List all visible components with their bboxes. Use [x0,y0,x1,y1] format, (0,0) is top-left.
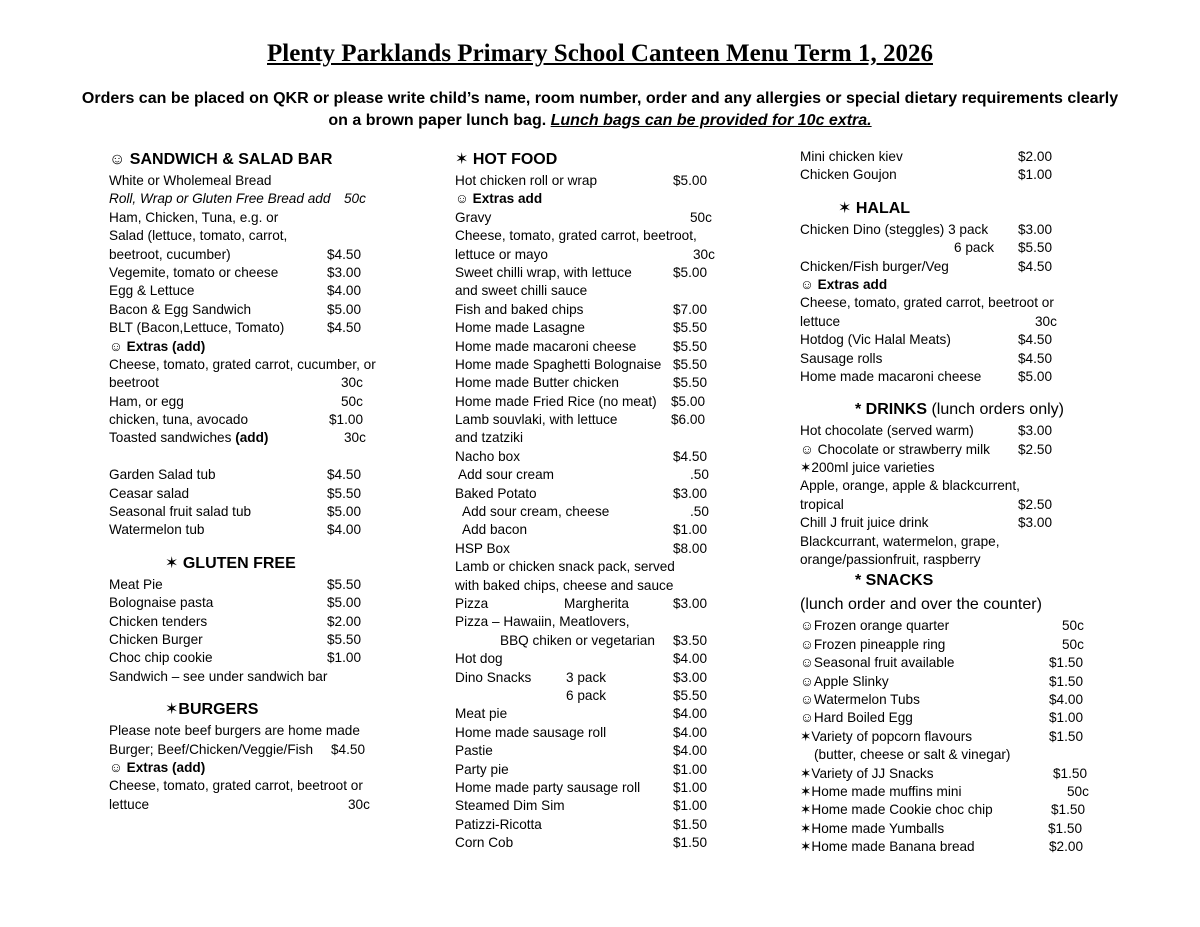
list-item: chicken, tuna, avocado $1.00 [109,412,364,428]
list-item: Add sour cream .50 [458,467,709,483]
list-item: Home made macaroni cheese $5.00 [800,368,1053,384]
list-item: Ham, or egg 50c [109,393,363,409]
hot-food-heading: ✶ HOT FOOD [455,151,558,168]
list-item: lettuce 30c [109,796,370,812]
list-item: Chicken/Fish burger/Veg $4.50 [800,258,1053,274]
list-item: Chicken Dino (steggles) 3 pack $3.00 [800,221,1053,237]
list-item: tropical $2.50 [800,496,1053,512]
list-item: orange/passionfruit, raspberry [800,552,981,568]
list-item: Egg & Lettuce $4.00 [109,283,362,299]
list-item: Please note beef burgers are home made [109,723,360,739]
list-item: ☺ Chocolate or strawberry milk $2.50 [800,441,1053,457]
list-item: Salad (lettuce, tomato, carrot, [109,228,288,244]
list-item: Home made Lasagne $5.50 [455,320,708,336]
list-item: Steamed Dim Sim $1.00 [455,798,708,814]
list-item: Home made Fried Rice (no meat) $5.00 [455,393,706,409]
list-item: Vegemite, tomato or cheese $3.00 [109,264,362,280]
list-item: HSP Box $8.00 [455,540,708,556]
list-item: Apple, orange, apple & blackcurrent, [800,478,1020,494]
list-item: BLT (Bacon,Lettuce, Tomato) $4.50 [109,320,362,336]
burgers-heading: ✶BURGERS [165,701,259,719]
list-item: ✶Home made Banana bread $2.00 [800,839,1084,855]
snacks-heading: * SNACKS [855,572,934,590]
list-item: Bacon & Egg Sandwich $5.00 [109,301,362,317]
list-item: ✶Home made Yumballs $1.50 [800,820,1083,836]
list-item: beetroot 30c [109,375,363,391]
halal-heading: ✶ HALAL [838,199,911,217]
list-item: Cheese, tomato, grated carrot, beetroot, [455,228,697,244]
list-item: Ceasar salad $5.50 [109,485,362,501]
list-item: Chicken Goujon $1.00 [800,167,1053,183]
list-item: BBQ chiken or vegetarian $3.50 [500,632,708,648]
list-item: Sausage rolls $4.50 [800,350,1053,366]
list-item: Add bacon $1.00 [462,522,708,538]
extras-heading: ☺ Extras (add) [109,759,206,775]
column-middle [455,148,725,852]
list-item: Roll, Wrap or Gluten Free Bread add 50c [109,191,366,207]
list-item: Choc chip cookie $1.00 [109,650,362,666]
list-item: with baked chips, cheese and sauce [455,577,674,593]
list-item: Sandwich – see under sandwich bar [109,668,328,684]
list-item: Blackcurrant, watermelon, grape, [800,533,1000,549]
list-item: Watermelon tub $4.00 [109,522,362,538]
list-item: Bolognaise pasta $5.00 [109,595,362,611]
extras-heading: ☺ Extras add [455,191,543,207]
list-item: Hot chocolate (served warm) $3.00 [800,423,1053,439]
list-item: Ham, Chicken, Tuna, e.g. or [109,209,279,225]
list-item: White or Wholemeal Bread [109,173,272,188]
list-item: Garden Salad tub $4.50 [109,467,362,483]
list-item: Nacho box $4.50 [455,448,708,464]
list-item: ☺Apple Slinky $1.50 [800,673,1084,689]
list-item: ✶Home made Cookie choc chip $1.50 [800,802,1086,818]
list-item: ✶Variety of popcorn flavours $1.50 [800,728,1084,744]
intro-main: Orders can be placed on QKR or please write child’s name, room number, order and any allergies or special dietary requirements clearly on a brown paper lunch bag. [81,90,1119,129]
list-item: Home made party sausage roll $1.00 [455,779,708,795]
list-item: beetroot, cucumber) $4.50 [109,246,362,262]
list-item: ☺Frozen pineapple ring 50c [800,636,1084,652]
list-item: Seasonal fruit salad tub $5.00 [109,504,362,520]
list-item: Pizza – Hawaiin, Meatlovers, [455,614,630,630]
list-item: Home made sausage roll $4.00 [455,724,708,740]
list-item: Lamb souvlaki, with lettuce $6.00 [455,412,706,428]
list-item: Hotdog (Vic Halal Meats) $4.50 [800,332,1053,348]
list-item: 6 pack $5.50 [954,240,1053,256]
drinks-heading: * DRINKS (lunch orders only) [855,401,1064,419]
extras-heading: ☺ Extras add [800,276,888,292]
list-item: Home made macaroni cheese $5.50 [455,338,708,354]
list-item: and tzatziki [455,430,524,446]
list-item: Hot dog $4.00 [455,651,708,667]
gluten-free-heading: ✶ GLUTEN FREE [165,554,296,572]
column-left [109,148,409,814]
list-item: Mini chicken kiev $2.00 [800,149,1053,164]
list-item: Chicken Burger $5.50 [109,631,362,647]
list-item: lettuce or mayo 30c [455,246,715,262]
list-item: ✶Home made muffins mini 50c [800,783,1089,799]
list-item: Fish and baked chips $7.00 [455,301,708,317]
list-item: and sweet chilli sauce [455,283,588,299]
list-item: Burger; Beef/Chicken/Veggie/Fish $4.50 [109,741,366,757]
list-item: Gravy 50c [455,209,712,225]
list-item: ☺Seasonal fruit available $1.50 [800,655,1084,671]
list-item: Home made Butter chicken $5.50 [455,375,708,391]
snacks-subheading: (lunch order and over the counter) [800,596,1042,614]
list-item: Chill J fruit juice drink $3.00 [800,515,1053,531]
list-item: Toasted sandwiches (add) 30c [109,430,366,446]
list-item: 6 pack $5.50 [566,687,708,703]
list-item: ☺Hard Boiled Egg $1.00 [800,710,1084,726]
extras-heading: ☺ Extras (add) [109,338,206,354]
column-right [800,148,1100,857]
list-item: Meat pie $4.00 [455,706,708,722]
list-item: Add sour cream, cheese .50 [462,504,709,520]
list-item: ✶200ml juice varieties [800,460,935,476]
list-item: ☺Watermelon Tubs $4.00 [800,691,1084,707]
list-item: Cheese, tomato, grated carrot, beetroot or [109,778,363,794]
list-item: Lamb or chicken snack pack, served [455,559,675,575]
list-item: ✶Variety of JJ Snacks $1.50 [800,765,1088,781]
list-item: Pastie $4.00 [455,743,708,759]
list-item: Chicken tenders $2.00 [109,613,362,629]
intro-text [70,88,1130,132]
list-item: Party pie $1.00 [455,761,708,777]
list-item: Dino Snacks 3 pack $3.00 [455,669,708,685]
list-item: Corn Cob $1.50 [455,835,708,851]
list-item: Meat Pie $5.50 [109,576,362,592]
sandwich-heading: ☺ SANDWICH & SALAD BAR [109,151,333,168]
list-item: Patizzi-Ricotta $1.50 [455,816,708,832]
intro-emphasis: Lunch bags can be provided for 10c extra. [550,112,872,129]
list-item: Cheese, tomato, grated carrot, cucumber, or [109,356,376,372]
list-item: Hot chicken roll or wrap $5.00 [455,173,708,188]
page-title: Plenty Parklands Primary School Canteen Menu Term 1, 2026 [267,40,933,67]
list-item: Baked Potato $3.00 [455,485,708,501]
list-item: Cheese, tomato, grated carrot, beetroot or [800,295,1054,311]
list-item: Pizza Margherita $3.00 [455,595,708,611]
list-item: lettuce 30c [800,313,1057,329]
list-item: Sweet chilli wrap, with lettuce $5.00 [455,264,708,280]
list-item: ☺Frozen orange quarter 50c [800,618,1084,634]
list-item: Home made Spaghetti Bolognaise $5.50 [455,356,708,372]
list-item: (butter, cheese or salt & vinegar) [814,747,1011,763]
